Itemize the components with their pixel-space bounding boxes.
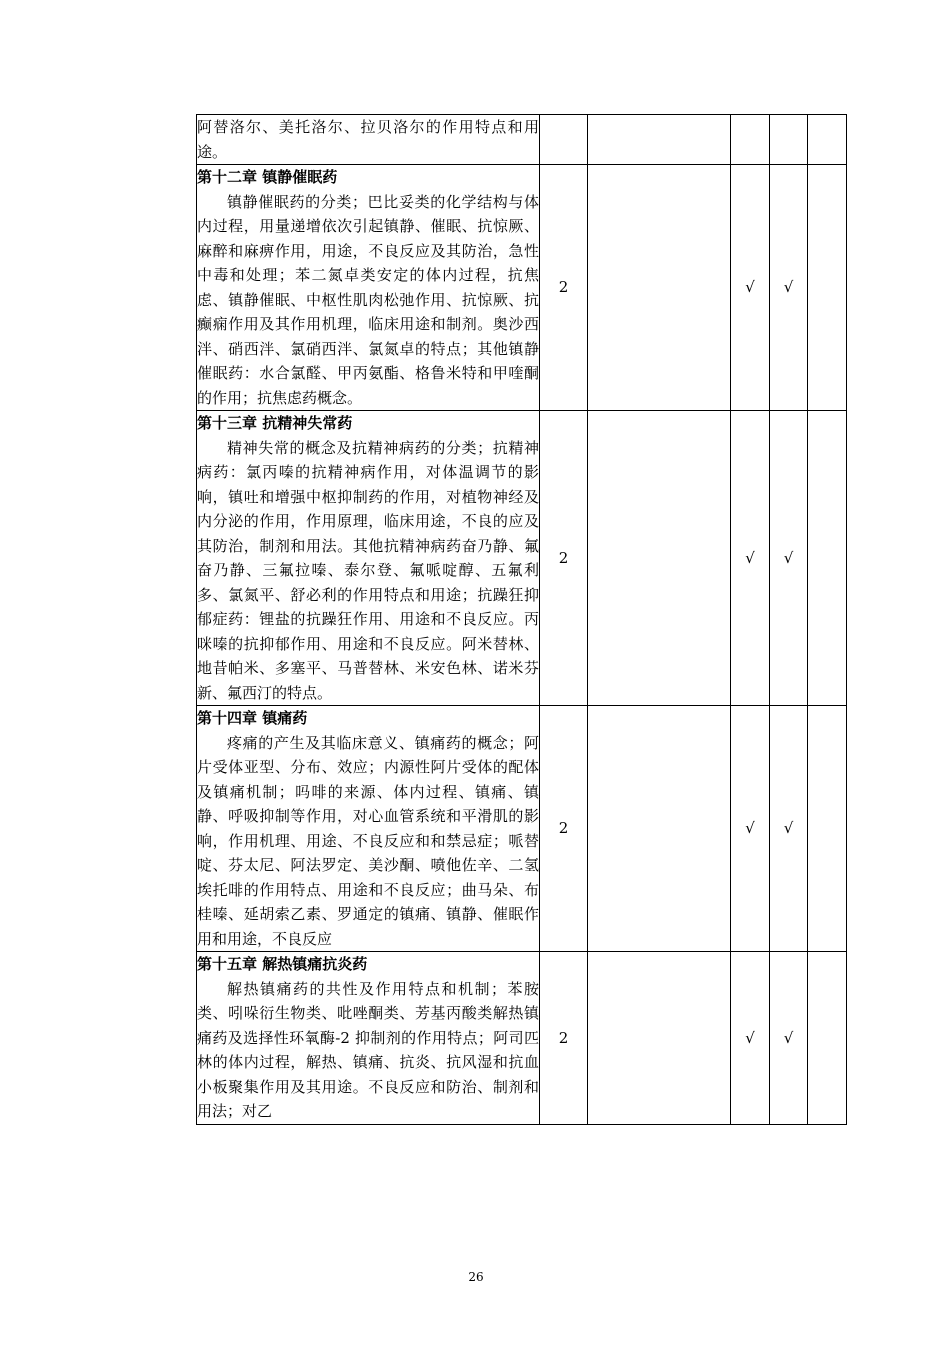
empty-cell: [808, 706, 847, 952]
chapter-title: 第十二章 镇静催眠药: [197, 168, 338, 186]
hours-cell: 2: [540, 411, 588, 706]
content-cell: [197, 411, 540, 706]
mark-cell: √: [770, 411, 808, 706]
mark-cell: √: [731, 706, 770, 952]
empty-cell: [808, 411, 847, 706]
body-text: 解热镇痛药的共性及作用特点和机制；苯胺类、吲哚衍生物类、吡唑酮类、芳基丙酸类解热镇痛药及选择性环氧酶-2 抑制剂的作用特点；阿司匹林的体内过程，解热、镇痛、抗炎、抗风湿和抗血小板聚集作用及其用途。不良反应和防治、制剂和用法；对乙: [197, 979, 539, 1120]
hours-cell: 2: [540, 165, 588, 411]
mark-cell: [770, 115, 808, 165]
table-row: [197, 165, 847, 411]
empty-cell: [588, 165, 731, 411]
chapter-title: 第十三章 抗精神失常药: [197, 414, 353, 432]
mark-cell: [731, 115, 770, 165]
hours-cell: [540, 115, 588, 165]
table-row: [197, 706, 847, 952]
mark-cell: √: [731, 952, 770, 1125]
empty-cell: [588, 115, 731, 165]
body-text: 精神失常的概念及抗精神病药的分类；抗精神病药：氯丙嗪的抗精神病作用，对体温调节的影响，镇吐和增强中枢抑制药的作用，对植物神经及内分泌的作用，作用原理，临床用途，不良的应及其防治，制剂和用法。其他抗精神病药奋乃静、氟奋乃静、三氟拉嗪、泰尔登、氟哌啶醇、五氟利多、氯氮平、舒必利的作用特点和用途；抗躁狂抑郁症药：锂盐的抗躁狂作用、用途和不良反应。丙咪嗪的抗抑郁作用、用途和不良反应。阿米替林、地昔帕米、多塞平、马普替林、米安色林、诺米芬新、氟西汀的特点。: [197, 438, 539, 702]
content-cell: [197, 115, 540, 165]
syllabus-table: [196, 114, 847, 1125]
mark-cell: √: [770, 952, 808, 1125]
chapter-title: 第十五章 解热镇痛抗炎药: [197, 955, 368, 973]
empty-cell: [588, 952, 731, 1125]
hours-cell: 2: [540, 706, 588, 952]
empty-cell: [808, 952, 847, 1125]
empty-cell: [808, 115, 847, 165]
mark-cell: √: [770, 165, 808, 411]
hours-cell: 2: [540, 952, 588, 1125]
body-text: 阿替洛尔、美托洛尔、拉贝洛尔的作用特点和用途。: [197, 118, 539, 161]
content-cell: [197, 165, 540, 411]
mark-cell: √: [731, 411, 770, 706]
mark-cell: √: [770, 706, 808, 952]
mark-cell: √: [731, 165, 770, 411]
chapter-title: 第十四章 镇痛药: [197, 709, 308, 727]
empty-cell: [588, 706, 731, 952]
content-cell: [197, 952, 540, 1125]
body-text: 镇静催眠药的分类；巴比妥类的化学结构与体内过程，用量递增依次引起镇静、催眠、抗惊厥、麻醉和麻痹作用，用途，不良反应及其防治，急性中毒和处理；苯二氮卓类安定的体内过程，抗焦虑、镇静催眠、中枢性肌肉松弛作用、抗惊厥、抗癫痫作用及其作用机理，临床用途和制剂。奥沙西泮、硝西泮、氯硝西泮、氯氮卓的特点；其他镇静催眠药：水合氯醛、甲丙氨酯、格鲁米特和甲喹酮的作用；抗焦虑药概念。: [197, 192, 539, 407]
body-text: 疼痛的产生及其临床意义、镇痛药的概念；阿片受体亚型、分布、效应；内源性阿片受体的配体及镇痛机制；吗啡的来源、体内过程、镇痛、镇静、呼吸抑制等作用，对心血管系统和平滑肌的影响，作用机理、用途、不良反应和和禁忌症；哌替啶、芬太尼、阿法罗定、美沙酮、喷他佐辛、二氢埃托啡的作用特点、用途和不良反应；曲马朵、布桂嗪、延胡索乙素、罗通定的镇痛、镇静、催眠作用和用途，不良反应: [197, 733, 539, 948]
page-number: 26: [468, 1270, 484, 1284]
empty-cell: [808, 165, 847, 411]
table-row: [197, 411, 847, 706]
table-row: [197, 115, 847, 165]
table-row: [197, 952, 847, 1125]
empty-cell: [588, 411, 731, 706]
content-cell: [197, 706, 540, 952]
